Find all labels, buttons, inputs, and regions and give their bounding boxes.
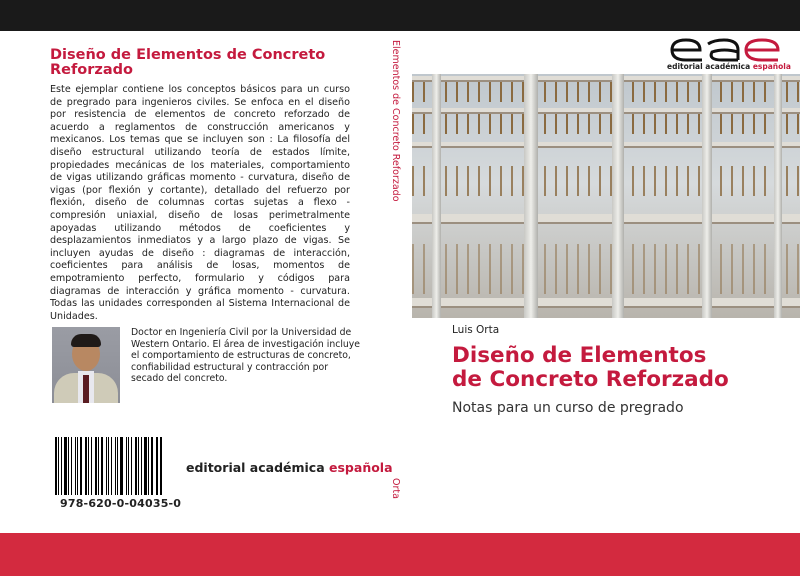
barcode-bar: [144, 437, 147, 495]
author-photo: [52, 327, 120, 403]
barcode-bar: [115, 437, 116, 495]
back-cover-title: Diseño de Elementos de Concreto Reforzado: [50, 47, 326, 78]
barcode-bar: [61, 437, 62, 495]
barcode-bar: [98, 437, 99, 495]
publisher-name-back: [186, 460, 393, 475]
barcode-bar: [58, 437, 59, 495]
isbn: 978-620-0-04035-0: [60, 497, 182, 510]
barcode-bar: [156, 437, 157, 495]
barcode-bar: [126, 437, 128, 495]
front-title-line1: Diseño de Elementos: [452, 343, 707, 368]
barcode-bar: [117, 437, 118, 495]
barcode-bar: [88, 437, 89, 495]
barcode-bar: [108, 437, 109, 495]
barcode-bar: [151, 437, 153, 495]
barcode-bar: [128, 437, 129, 495]
logo-text: [667, 62, 791, 71]
barcode-bar: [111, 437, 113, 495]
barcode-bar: [138, 437, 139, 495]
author-bio: Doctor en Ingeniería Civil por la Universidad de Western Ontario. El área de investigación incluye el comportamiento de estructuras de concreto, confiabilidad estructural y contracción por secado del concreto.: [131, 327, 361, 385]
barcode-bar: [64, 437, 67, 495]
barcode-bar: [106, 437, 107, 495]
barcode-bar: [160, 437, 162, 495]
barcode-bar: [120, 437, 123, 495]
front-subtitle: Notas para un curso de pregrado: [452, 400, 684, 416]
back-cover-blurb: Este ejemplar contiene los conceptos básicos para un curso de pregrado para ingenieros civiles. Se enfoca en el diseño por resistencia de elementos de concreto reforzado de acuerdo a reglamentos de construcción americanos y mexicanos. Los temas que se incluyen son : La filosofía del diseño estructural utilizando teoría de estados límite, propiedades mecánicas de los materiales, comportamiento de vigas utilizando gráficas momento - curvatura, diseño de vigas (por flexión y cortante), detallado del refuerzo por flexión, diseño de columnas cortas sujetas a flexo - compresión uniaxial, diseño de losas perimetralmente apoyadas utilizando métodos de coeficientes y desplazamientos inmediatos y a largo plazo de vigas. Se incluyen ayudas de diseño : diagramas de interacción, coeficientes para análisis de losas, momentos de empotramiento perfecto, formulario y códigos para diagramas de interacción y gráfica momento - curvatura. Todas las unidades corresponden al Sistema Internacional de Unidades.: [50, 84, 350, 322]
barcode-bar: [95, 437, 97, 495]
top-band: [0, 0, 800, 31]
barcode-bar: [68, 437, 69, 495]
barcode-bar: [91, 437, 92, 495]
publisher-main: editorial académica: [186, 460, 330, 475]
barcode-bar: [55, 437, 57, 495]
publisher-accent: española: [329, 460, 393, 475]
front-author: Luis Orta: [452, 324, 500, 336]
spine-author: Orta: [390, 478, 401, 499]
barcode-bar: [75, 437, 76, 495]
barcode-bar: [85, 437, 88, 495]
barcode-bar: [141, 437, 142, 495]
barcode-bar: [101, 437, 104, 495]
barcode-bar: [135, 437, 137, 495]
barcode: [55, 437, 165, 495]
barcode-bar: [71, 437, 73, 495]
front-title-line2: de Concreto Reforzado: [452, 367, 729, 392]
spine-title: Elementos de Concreto Reforzado: [390, 40, 401, 202]
barcode-bar: [157, 437, 158, 495]
barcode-bar: [77, 437, 78, 495]
barcode-bar: [80, 437, 82, 495]
bottom-band: [0, 533, 800, 576]
cover-photo-building: [412, 74, 800, 318]
logo-text-accent: española: [752, 62, 791, 71]
front-title: [452, 344, 729, 392]
logo-text-main: editorial académica: [667, 62, 753, 71]
barcode-bar: [131, 437, 132, 495]
barcode-bar: [148, 437, 149, 495]
